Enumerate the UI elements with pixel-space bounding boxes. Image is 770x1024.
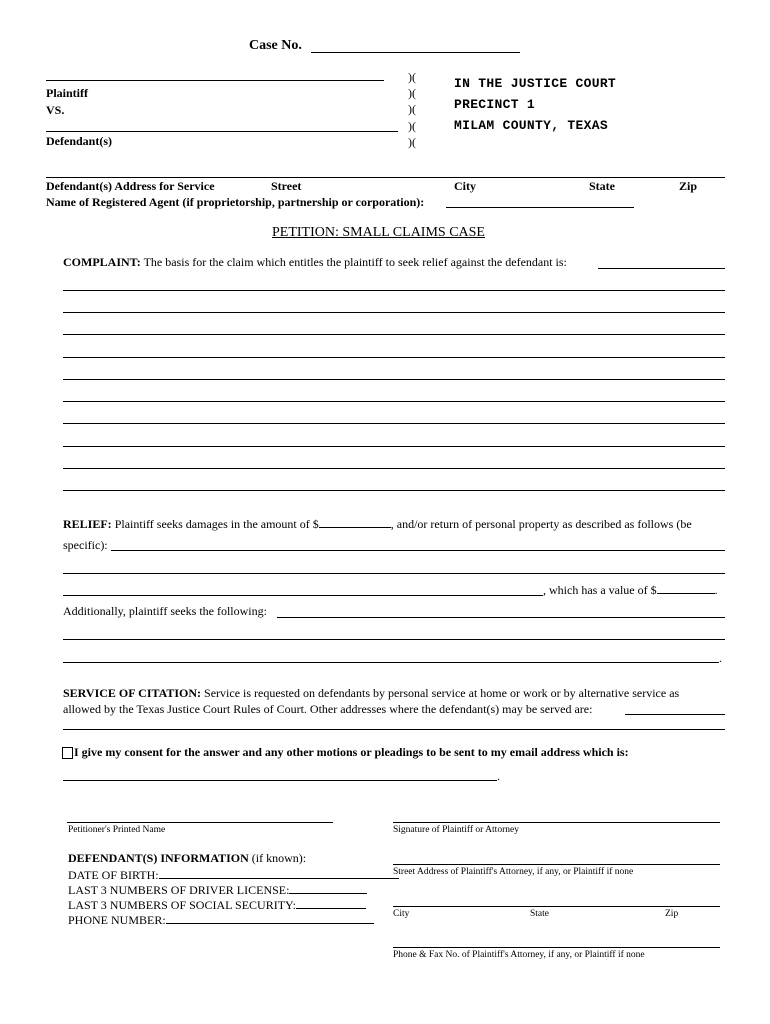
service-address-label: Defendant(s) Address for Service bbox=[46, 179, 215, 193]
defendant-name-field[interactable] bbox=[46, 131, 398, 132]
signature-label: Signature of Plaintiff or Attorney bbox=[393, 825, 519, 835]
relief-final-period: . bbox=[719, 651, 722, 665]
service-line bbox=[63, 686, 679, 701]
complaint-line-field[interactable] bbox=[63, 379, 725, 380]
service-text: Service is requested on defendants by personal service at home or work or by alternative service as bbox=[204, 686, 680, 700]
ssn-row bbox=[68, 897, 366, 913]
state-label: State bbox=[589, 179, 615, 193]
petition-title: PETITION: SMALL CLAIMS CASE bbox=[272, 225, 485, 240]
complaint-line-field[interactable] bbox=[63, 290, 725, 291]
case-number-field[interactable] bbox=[311, 52, 520, 53]
specific-field[interactable] bbox=[111, 550, 725, 551]
defendant-address-field[interactable] bbox=[46, 177, 725, 178]
plaintiff-city-state-zip-field[interactable] bbox=[393, 906, 720, 907]
vs-label: VS. bbox=[46, 103, 65, 117]
street-label: Street bbox=[271, 179, 302, 193]
dob-row bbox=[68, 867, 399, 883]
service-address-line-field[interactable] bbox=[63, 729, 725, 730]
service-text-line2: allowed by the Texas Justice Court Rules of Court. Other addresses where the defendant(s) may be served are: bbox=[63, 702, 593, 716]
defendant-info-heading bbox=[68, 851, 306, 866]
plaintiff-city-label: City bbox=[393, 909, 410, 919]
email-consent-text: I give my consent for the answer and any other motions or pleadings to be sent to my email address which is: bbox=[74, 745, 629, 759]
bracket-mark: )( bbox=[408, 102, 416, 116]
complaint-line-field[interactable] bbox=[63, 423, 725, 424]
value-line bbox=[543, 582, 718, 598]
court-name: IN THE JUSTICE COURT bbox=[454, 76, 617, 91]
complaint-line-field[interactable] bbox=[63, 490, 725, 491]
case-number-label: Case No. bbox=[249, 38, 302, 53]
ssn-label: LAST 3 NUMBERS OF SOCIAL SECURITY: bbox=[68, 898, 296, 912]
service-label: SERVICE OF CITATION: bbox=[63, 686, 202, 700]
defendant-info-suffix: (if known): bbox=[251, 851, 307, 865]
property-line-field[interactable] bbox=[63, 573, 725, 574]
email-consent-checkbox[interactable] bbox=[62, 747, 73, 759]
defendant-info-title: DEFENDANT(S) INFORMATION bbox=[68, 851, 249, 865]
complaint-line-field[interactable] bbox=[63, 334, 725, 335]
court-precinct: PRECINCT 1 bbox=[454, 97, 536, 112]
printed-name-label: Petitioner's Printed Name bbox=[68, 825, 166, 835]
complaint-line-field[interactable] bbox=[63, 312, 725, 313]
ssn-field[interactable] bbox=[296, 897, 366, 909]
complaint-line-field[interactable] bbox=[63, 446, 725, 447]
plaintiff-state-label: State bbox=[530, 909, 549, 919]
court-county: MILAM COUNTY, TEXAS bbox=[454, 118, 608, 133]
relief-line bbox=[63, 516, 692, 532]
phone-label: PHONE NUMBER: bbox=[68, 913, 166, 927]
relief-text: Plaintiff seeks damages in the amount of $ bbox=[114, 517, 319, 531]
plaintiff-street-field[interactable] bbox=[393, 864, 720, 865]
license-row bbox=[68, 882, 367, 898]
license-field[interactable] bbox=[289, 882, 367, 894]
consent-end: . bbox=[497, 769, 500, 783]
complaint-field[interactable] bbox=[598, 268, 725, 269]
city-label: City bbox=[454, 179, 476, 193]
complaint-line-field[interactable] bbox=[63, 357, 725, 358]
phone-row bbox=[68, 912, 374, 928]
zip-label: Zip bbox=[679, 179, 698, 193]
property-value-field[interactable] bbox=[657, 582, 715, 594]
plaintiff-name-field[interactable] bbox=[46, 80, 384, 81]
bracket-mark: )( bbox=[408, 86, 416, 100]
complaint-line-field[interactable] bbox=[63, 401, 725, 402]
specific-label: specific): bbox=[63, 538, 108, 552]
registered-agent-label: Name of Registered Agent (if proprietorship, partnership or corporation): bbox=[46, 195, 425, 209]
value-end: . bbox=[714, 583, 718, 597]
service-address-field[interactable] bbox=[625, 714, 725, 715]
plaintiff-phone-fax-label: Phone & Fax No. of Plaintiff's Attorney, if any, or Plaintiff if none bbox=[393, 950, 645, 960]
signature-field[interactable] bbox=[393, 822, 720, 823]
dob-label: DATE OF BIRTH: bbox=[68, 868, 159, 882]
additional-relief-field[interactable] bbox=[277, 617, 725, 618]
complaint-text: The basis for the claim which entitles the plaintiff to seek relief against the defendant is: bbox=[143, 255, 567, 269]
plaintiff-street-label: Street Address of Plaintiff's Attorney, if any, or Plaintiff if none bbox=[393, 867, 634, 877]
property-line-field[interactable] bbox=[63, 595, 543, 596]
bracket-mark: )( bbox=[408, 70, 416, 84]
dob-field[interactable] bbox=[159, 867, 399, 879]
value-text: , which has a value of $ bbox=[543, 583, 657, 597]
relief-text-continued: , and/or return of personal property as described as follows (be bbox=[390, 517, 692, 531]
printed-name-field[interactable] bbox=[67, 822, 333, 823]
phone-field[interactable] bbox=[166, 912, 374, 924]
complaint-line-field[interactable] bbox=[63, 468, 725, 469]
registered-agent-field[interactable] bbox=[446, 207, 634, 208]
bracket-mark: )( bbox=[408, 135, 416, 149]
plaintiff-label: Plaintiff bbox=[46, 86, 88, 100]
license-label: LAST 3 NUMBERS OF DRIVER LICENSE: bbox=[68, 883, 290, 897]
plaintiff-phone-fax-field[interactable] bbox=[393, 947, 720, 948]
plaintiff-zip-label: Zip bbox=[665, 909, 679, 919]
complaint-line bbox=[63, 255, 567, 270]
bracket-mark: )( bbox=[408, 119, 416, 133]
complaint-label: COMPLAINT: bbox=[63, 255, 141, 269]
defendant-label: Defendant(s) bbox=[46, 134, 112, 148]
email-address-field[interactable] bbox=[63, 780, 497, 781]
additional-relief-line-field[interactable] bbox=[63, 662, 719, 663]
damages-amount-field[interactable] bbox=[319, 516, 391, 528]
relief-label: RELIEF: bbox=[63, 517, 112, 531]
additional-relief-line-field[interactable] bbox=[63, 639, 725, 640]
additionally-label: Additionally, plaintiff seeks the following: bbox=[63, 604, 267, 618]
